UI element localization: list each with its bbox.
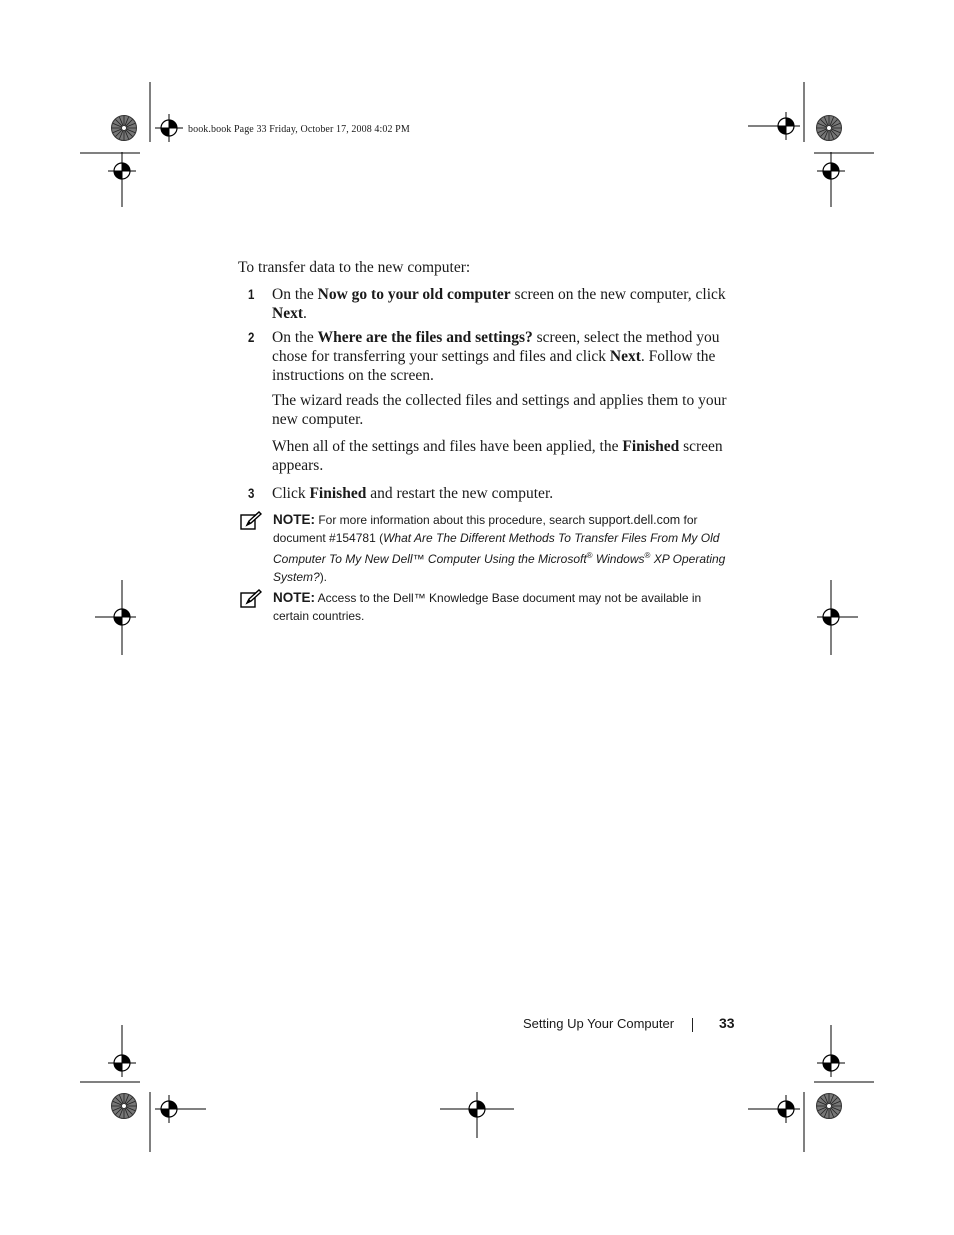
intro-text: To transfer data to the new computer:: [238, 259, 471, 276]
support-link[interactable]: support.dell.com: [588, 513, 681, 527]
step-2: [238, 328, 738, 385]
note-text: NOTE: For more information about this procedure, search support.dell.com for document #154781 (What Are The Different Methods To Transfer Files From My Old Computer To My New Dell™ Computer Using the Microsoft® Windows® XP Operating System?).: [273, 512, 726, 584]
note-1: [240, 511, 736, 586]
finished-paragraph: When all of the settings and files have been applied, the Finished screen appears.: [272, 438, 723, 474]
footer-section-title: Setting Up Your Computer: [523, 1016, 675, 1031]
footer-separator: [692, 1018, 693, 1032]
pencil-note-icon: [240, 511, 262, 531]
step-body: Click Finished and restart the new computer.: [272, 485, 554, 502]
step-body: On the Now go to your old computer screen on the new computer, click Next.: [272, 286, 726, 322]
step-3: [238, 484, 738, 503]
step-number: 3: [248, 486, 255, 501]
step-1: [238, 285, 738, 323]
wizard-paragraph: The wizard reads the collected files and settings and applies them to your new computer.: [272, 392, 727, 428]
step-number: 1: [248, 287, 255, 302]
page-number: 33: [719, 1015, 735, 1031]
step-number: 2: [248, 330, 255, 345]
note-2: [240, 589, 736, 625]
step-body: On the Where are the files and settings? screen, select the method you chose for transferring your settings and files and click Next. Follow the instructions on the screen.: [272, 329, 720, 384]
pencil-note-icon: [240, 589, 262, 609]
book-info-header: book.book Page 33 Friday, October 17, 2008 4:02 PM: [188, 124, 410, 135]
note-text: NOTE: Access to the Dell™ Knowledge Base document may not be available in certain countries.: [273, 590, 702, 623]
